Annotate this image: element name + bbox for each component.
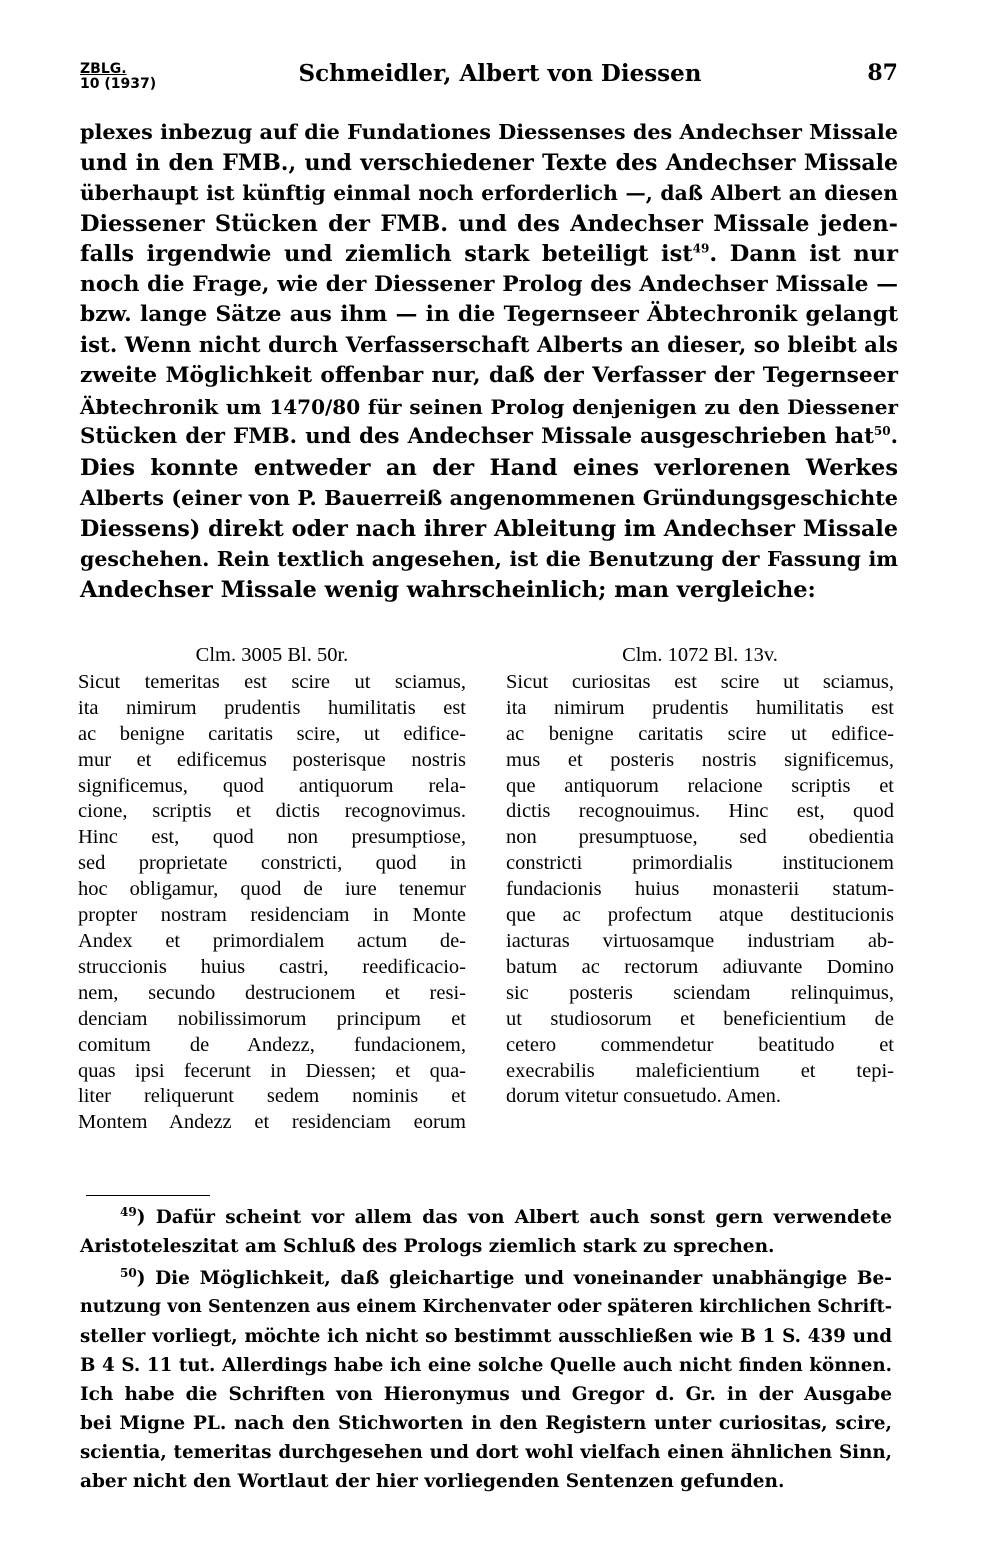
journal-abbrev: ZBLG. [80, 61, 127, 77]
latin-line: que ac profectum atque destitucionis [506, 904, 894, 927]
body-line: Dies konnte entweder an der Hand eines verlorenen Werkes [80, 454, 898, 481]
footnote-line [80, 1264, 892, 1293]
latin-line: Sicut curiositas est scire ut sciamus, [506, 670, 894, 693]
latin-line: liter reliquerunt sedem nominis et [78, 1085, 466, 1108]
body-line: und in den FMB., und verschiedener Texte des Andechser Missale [80, 149, 898, 176]
footnote-line: nutzung von Sentenzen aus einem Kirchenvater oder späteren kirchlichen Schrift- [80, 1297, 892, 1317]
footnote-ref-50: 50 [873, 423, 891, 438]
journal-volume: 10 (1937) [80, 76, 157, 92]
latin-line: execrabilis maleficientium et tepi- [506, 1059, 894, 1082]
footnote-50 [80, 1264, 892, 1496]
latin-line: ita nimirum prudentis humilitatis est [506, 696, 894, 719]
latin-line: quas ipsi fecerunt in Diessen; et qua- [78, 1059, 466, 1082]
latin-line: cetero commendetur beatitudo et [506, 1033, 894, 1056]
latin-line: que antiquorum relacione scriptis et [506, 774, 894, 797]
page-number: 87 [867, 60, 898, 86]
column-caption-left: Clm. 3005 Bl. 50r. [195, 644, 349, 666]
latin-line: ut studiosorum et beneficientium de [506, 1007, 894, 1030]
latin-line: significemus, quod antiquorum rela- [78, 774, 466, 797]
latin-line: Hinc est, quod non presumptiose, [78, 826, 466, 849]
latin-line: dorum vitetur consuetudo. Amen. [506, 1085, 781, 1108]
body-line: Andechser Missale wenig wahrscheinlich; man vergleiche: [80, 576, 816, 603]
footnote-line-text: ) Dafür scheint vor allem das von Albert auch sonst gern verwendete [136, 1207, 892, 1228]
body-line-text: . Dann ist nur [709, 241, 898, 267]
body-line [80, 422, 898, 453]
footnote-number: 50 [120, 1265, 137, 1280]
body-line: plexes inbezug auf die Fundationes Diessenses des Andechser Missale [80, 120, 898, 144]
body-line: überhaupt ist künftig einmal noch erforderlich —, daß Albert an diesen [80, 181, 898, 205]
latin-line: cione, scriptis et dictis recognovimus. [78, 800, 466, 823]
body-line-text: . [890, 424, 898, 449]
footnote-number: 49 [120, 1204, 137, 1219]
footnote-line: aber nicht den Wortlaut der hier vorliegenden Sentenzen gefunden. [80, 1471, 785, 1492]
footnote-line: steller vorliegt, möchte ich nicht so bestimmt ausschließen wie B 1 S. 439 und [80, 1326, 892, 1347]
running-head-title: Schmeidler, Albert von Diessen [298, 60, 702, 87]
body-line: noch die Frage, wie der Diessener Prolog des Andechser Missale — [80, 271, 898, 297]
footnote-49 [80, 1203, 892, 1261]
body-line: Alberts (einer von P. Bauerreiß angenommenen Gründungsgeschichte [80, 486, 898, 510]
body-line: Äbtechronik um 1470/80 für seinen Prolog denjenigen zu den Diessener [80, 394, 898, 419]
body-line: geschehen. Rein textlich angesehen, ist die Benutzung der Fassung im [80, 547, 898, 571]
footnote-line [80, 1203, 892, 1232]
body-line: Diessener Stücken der FMB. und des Andechser Missale jeden- [80, 210, 898, 237]
latin-line: hoc obligamur, quod de iure tenemur [78, 878, 466, 901]
latin-line: sic posteris sciendam relinquimus, [506, 981, 894, 1004]
body-line: bzw. lange Sätze aus ihm — in die Tegernseer Äbtechronik gelangt [80, 302, 898, 327]
body-line: zweite Möglichkeit offenbar nur, daß der Verfasser der Tegernseer [80, 363, 898, 388]
body-line: ist. Wenn nicht durch Verfasserschaft Alberts an dieser, so bleibt als [80, 332, 898, 358]
latin-line: iacturas virtuosamque industriam ab- [506, 929, 894, 952]
latin-line: fundacionis huius monasterii statum- [506, 878, 894, 901]
body-text [80, 117, 898, 605]
latin-column-right [506, 643, 894, 1110]
footnote-line: B 4 S. 11 tut. Allerdings habe ich eine solche Quelle auch nicht finden können. [80, 1355, 892, 1376]
latin-line: struccionis huius castri, reedificacio- [78, 955, 466, 978]
latin-line: Sicut temeritas est scire ut sciamus, [78, 670, 466, 693]
latin-line: mus et posteris nostris significemus, [506, 748, 894, 771]
footnote-line-text: ) Die Möglichkeit, daß gleichartige und voneinander unabhängige Be- [136, 1268, 892, 1289]
latin-line: dictis recognouimus. Hinc est, quod [506, 800, 894, 823]
body-line: Diessens) direkt oder nach ihrer Ableitung im Andechser Missale [80, 515, 898, 542]
latin-line: ac benigne caritatis scire ut edifice- [506, 722, 894, 745]
body-line-text: falls irgendwie und ziemlich stark beteiligt ist [80, 241, 693, 267]
footnote-ref-49: 49 [692, 241, 710, 256]
latin-line: nem, secundo destrucionem et resi- [78, 981, 466, 1004]
column-caption-right: Clm. 1072 Bl. 13v. [622, 644, 778, 666]
latin-line: Andex et primordialem actum de- [78, 929, 466, 952]
latin-line: comitum de Andezz, fundacionem, [78, 1033, 466, 1056]
footnote-line: scientia, temeritas durchgesehen und dort wohl vielfach einen ähnlichen Sinn, [80, 1442, 892, 1463]
latin-line: sed proprietate constricti, quod in [78, 852, 466, 875]
latin-line: propter nostram residenciam in Monte [78, 904, 466, 927]
footnote-line: bei Migne PL. nach den Stichworten in den Registern unter curiositas, scire, [80, 1413, 892, 1434]
latin-line: Montem Andezz et residenciam eorum [78, 1111, 466, 1134]
footnote-line: Ich habe die Schriften von Hieronymus und Gregor d. Gr. in der Ausgabe [80, 1384, 892, 1405]
footnote-separator [86, 1195, 210, 1196]
latin-line: batum ac rectorum adiuvante Domino [506, 955, 894, 978]
latin-column-left [78, 643, 466, 1136]
latin-line: denciam nobilissimorum principum et [78, 1007, 466, 1030]
body-line [80, 239, 898, 270]
latin-line: ita nimirum prudentis humilitatis est [78, 696, 466, 719]
body-line-text: Stücken der FMB. und des Andechser Missale ausgeschrieben hat [80, 424, 874, 449]
footnote-line: Aristoteleszitat am Schluß des Prologs ziemlich stark zu sprechen. [80, 1236, 775, 1257]
latin-line: ac benigne caritatis scire, ut edifice- [78, 722, 466, 745]
latin-line: constricti primordialis institucionem [506, 852, 894, 875]
latin-line: mur et edificemus posterisque nostris [78, 748, 466, 771]
latin-line: non presumptuose, sed obedientia [506, 826, 894, 849]
